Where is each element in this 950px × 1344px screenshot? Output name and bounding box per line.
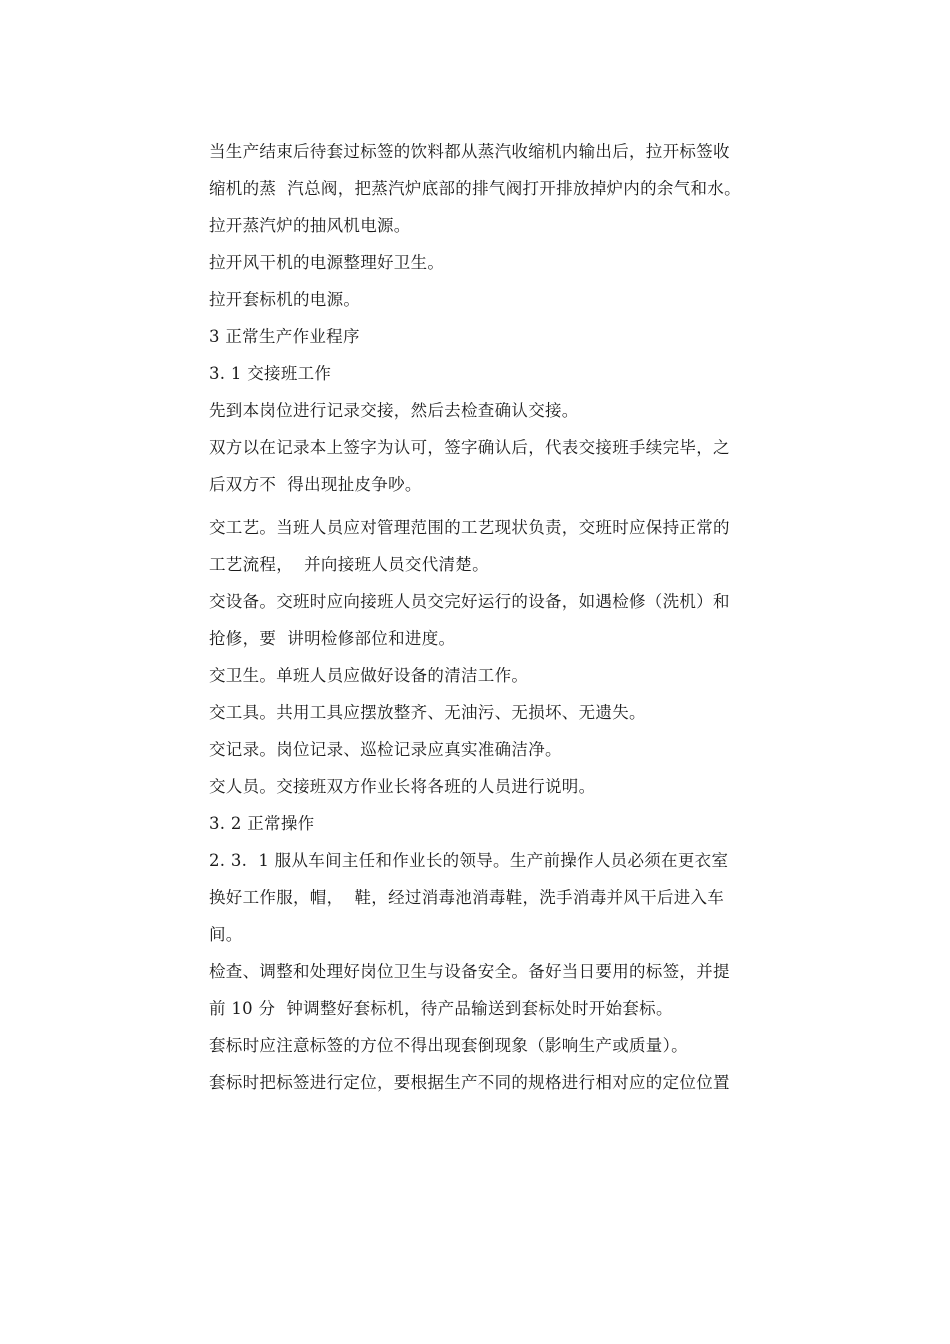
paragraph-label-positioning: 套标时把标签进行定位，要根据生产不同的规格进行相对应的定位位置: [209, 1073, 730, 1092]
document-body: [209, 133, 744, 1101]
paragraph-operation-inspection: 检查、调整和处理好岗位卫生与设备安全。备好当日要用的标签，并提前 10 分 钟调整好套标机，待产品输送到套标处时开始套标。: [209, 962, 730, 1018]
paragraph-label-orientation: 套标时应注意标签的方位不得出现套倒现象（影响生产或质量）。: [209, 1036, 688, 1055]
paragraph-handover-personnel: 交人员。交接班双方作业长将各班的人员进行说明。: [209, 777, 596, 796]
paragraph-labeler-power: 拉开套标机的电源。: [209, 290, 361, 309]
paragraph-handover-records: 先到本岗位进行记录交接，然后去检查确认交接。: [209, 401, 579, 420]
subsection-heading-shift-handover: 3. 1 交接班工作: [209, 364, 332, 383]
paragraph-handover-process: 交工艺。当班人员应对管理范围的工艺现状负责，交班时应保持正常的工艺流程， 并向接班人员交代清楚。: [209, 518, 730, 574]
paragraph-handover-logs: 交记录。岗位记录、巡检记录应真实准确洁净。: [209, 740, 562, 759]
paragraph-handover-equipment: 交设备。交班时应向接班人员交完好运行的设备，如遇检修（洗机）和抢修，要 讲明检修部位和进度。: [209, 592, 730, 648]
paragraph-handover-tools: 交工具。共用工具应摆放整齐、无油污、无损坏、无遗失。: [209, 703, 646, 722]
subsection-heading-normal-operation: 3. 2 正常操作: [209, 814, 315, 833]
paragraph-handover-signature: 双方以在记录本上签字为认可，签字确认后，代表交接班手续完毕，之后双方不 得出现扯皮争吵。: [209, 438, 730, 494]
section-heading-normal-production: 3 正常生产作业程序: [209, 327, 360, 346]
paragraph-operation-preparation: 2. 3. 1 服从车间主任和作业长的领导。生产前操作人员必须在更衣室换好工作服，帽， 鞋，经过消毒池消毒鞋，洗手消毒并风干后进入车间。: [209, 851, 729, 944]
paragraph-handover-hygiene: 交卫生。单班人员应做好设备的清洁工作。: [209, 666, 529, 685]
paragraph-steam-furnace-fan: 拉开蒸汽炉的抽风机电源。: [209, 216, 411, 235]
paragraph-dryer-power: 拉开风干机的电源整理好卫生。: [209, 253, 445, 272]
paragraph-shutdown-steam-valve: 当生产结束后待套过标签的饮料都从蒸汽收缩机内输出后，拉开标签收缩机的蒸 汽总阀，把蒸汽炉底部的排气阀打开排放掉炉内的余气和水。: [209, 142, 741, 198]
